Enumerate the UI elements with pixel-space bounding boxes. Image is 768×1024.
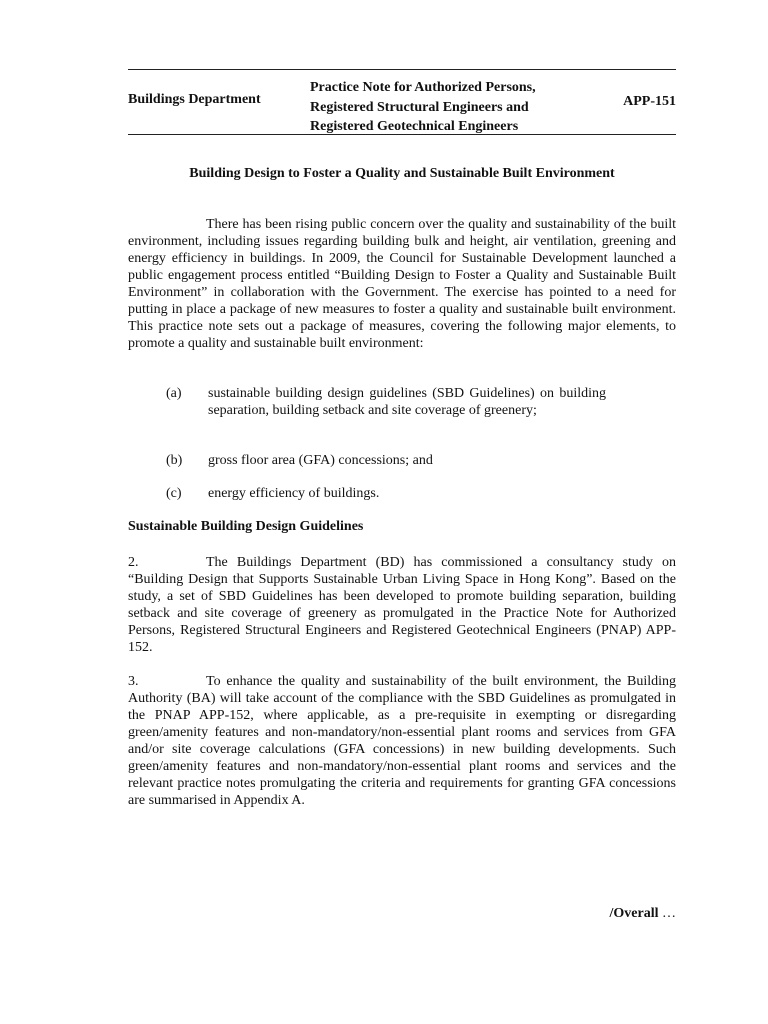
header-code: APP-151: [623, 94, 676, 109]
paragraph-3: [128, 673, 676, 809]
continued-ellipsis: …: [658, 906, 676, 921]
list-item: [166, 452, 606, 469]
list-item-label: (b): [166, 453, 183, 468]
list-item-text: gross floor area (GFA) concessions; and: [208, 453, 433, 468]
header-title-line: Registered Structural Engineers and: [310, 99, 529, 115]
header-title-line: Registered Geotechnical Engineers: [310, 119, 519, 134]
header-bottom-rule: [128, 134, 676, 135]
section-heading: Sustainable Building Design Guidelines: [128, 519, 364, 534]
continued-word: /Overall: [609, 906, 659, 921]
header-title: [310, 78, 536, 137]
paragraph-2: [128, 554, 676, 656]
list-item: [166, 485, 606, 502]
list-item-label: (c): [166, 486, 182, 501]
paragraph-text: The Buildings Department (BD) has commissioned a consultancy study on “Building Design that Supports Sustainable Urban Living Space in Hong Kong”. Based on the study, a set of SBD Guidelines has been developed to promote building separation, building setback and site coverage of greenery as promulgated in the Practice Note for Authorized Persons, Registered Structural Engineers and Registered Geotechnical Engineers (PNAP) APP-152.: [128, 555, 676, 655]
intro-paragraph: There has been rising public concern over the quality and sustainability of the built environment, including issues regarding building bulk and height, air ventilation, greening and energy efficiency in buildings. In 2009, the Council for Sustainable Development launched a public engagement process entitled “Building Design to Foster a Quality and Sustainable Built Environment” in collaboration with the Government. The exercise has pointed to a need for putting in place a package of new measures to foster a quality and sustainable built environment. This practice note sets out a package of measures, covering the following major elements, to promote a quality and sustainable built environment:: [128, 217, 676, 351]
paragraph-text: To enhance the quality and sustainability of the built environment, the Building Authority (BA) will take account of the compliance with the SBD Guidelines as promulgated in the PNAP APP-152, where applicable, as a pre-requisite in exempting or disregarding green/amenity features and non-mandatory/non-essential plant rooms and services from GFA and/or site coverage calculations (GFA concessions) in new building developments. Such green/amenity features and non-mandatory/non-essential plant rooms and services and the relevant practice notes promulgating the criteria and requirements for granting GFA concessions are summarised in Appendix A.: [128, 674, 676, 808]
list-item-label: (a): [166, 386, 182, 401]
list-item-text: sustainable building design guidelines (SBD Guidelines) on building separation, building setback and site coverage of greenery;: [208, 386, 606, 418]
header-department: Buildings Department: [128, 92, 261, 107]
document-title: Building Design to Foster a Quality and Sustainable Built Environment: [189, 166, 615, 181]
paragraph-number: 2.: [128, 555, 139, 570]
list-item: [166, 385, 606, 419]
paragraph-number: 3.: [128, 674, 139, 689]
continued-marker: [610, 905, 677, 922]
header-top-rule: [128, 69, 676, 70]
list-item-text: energy efficiency of buildings.: [208, 486, 380, 501]
header-title-line: Practice Note for Authorized Persons,: [310, 80, 536, 95]
